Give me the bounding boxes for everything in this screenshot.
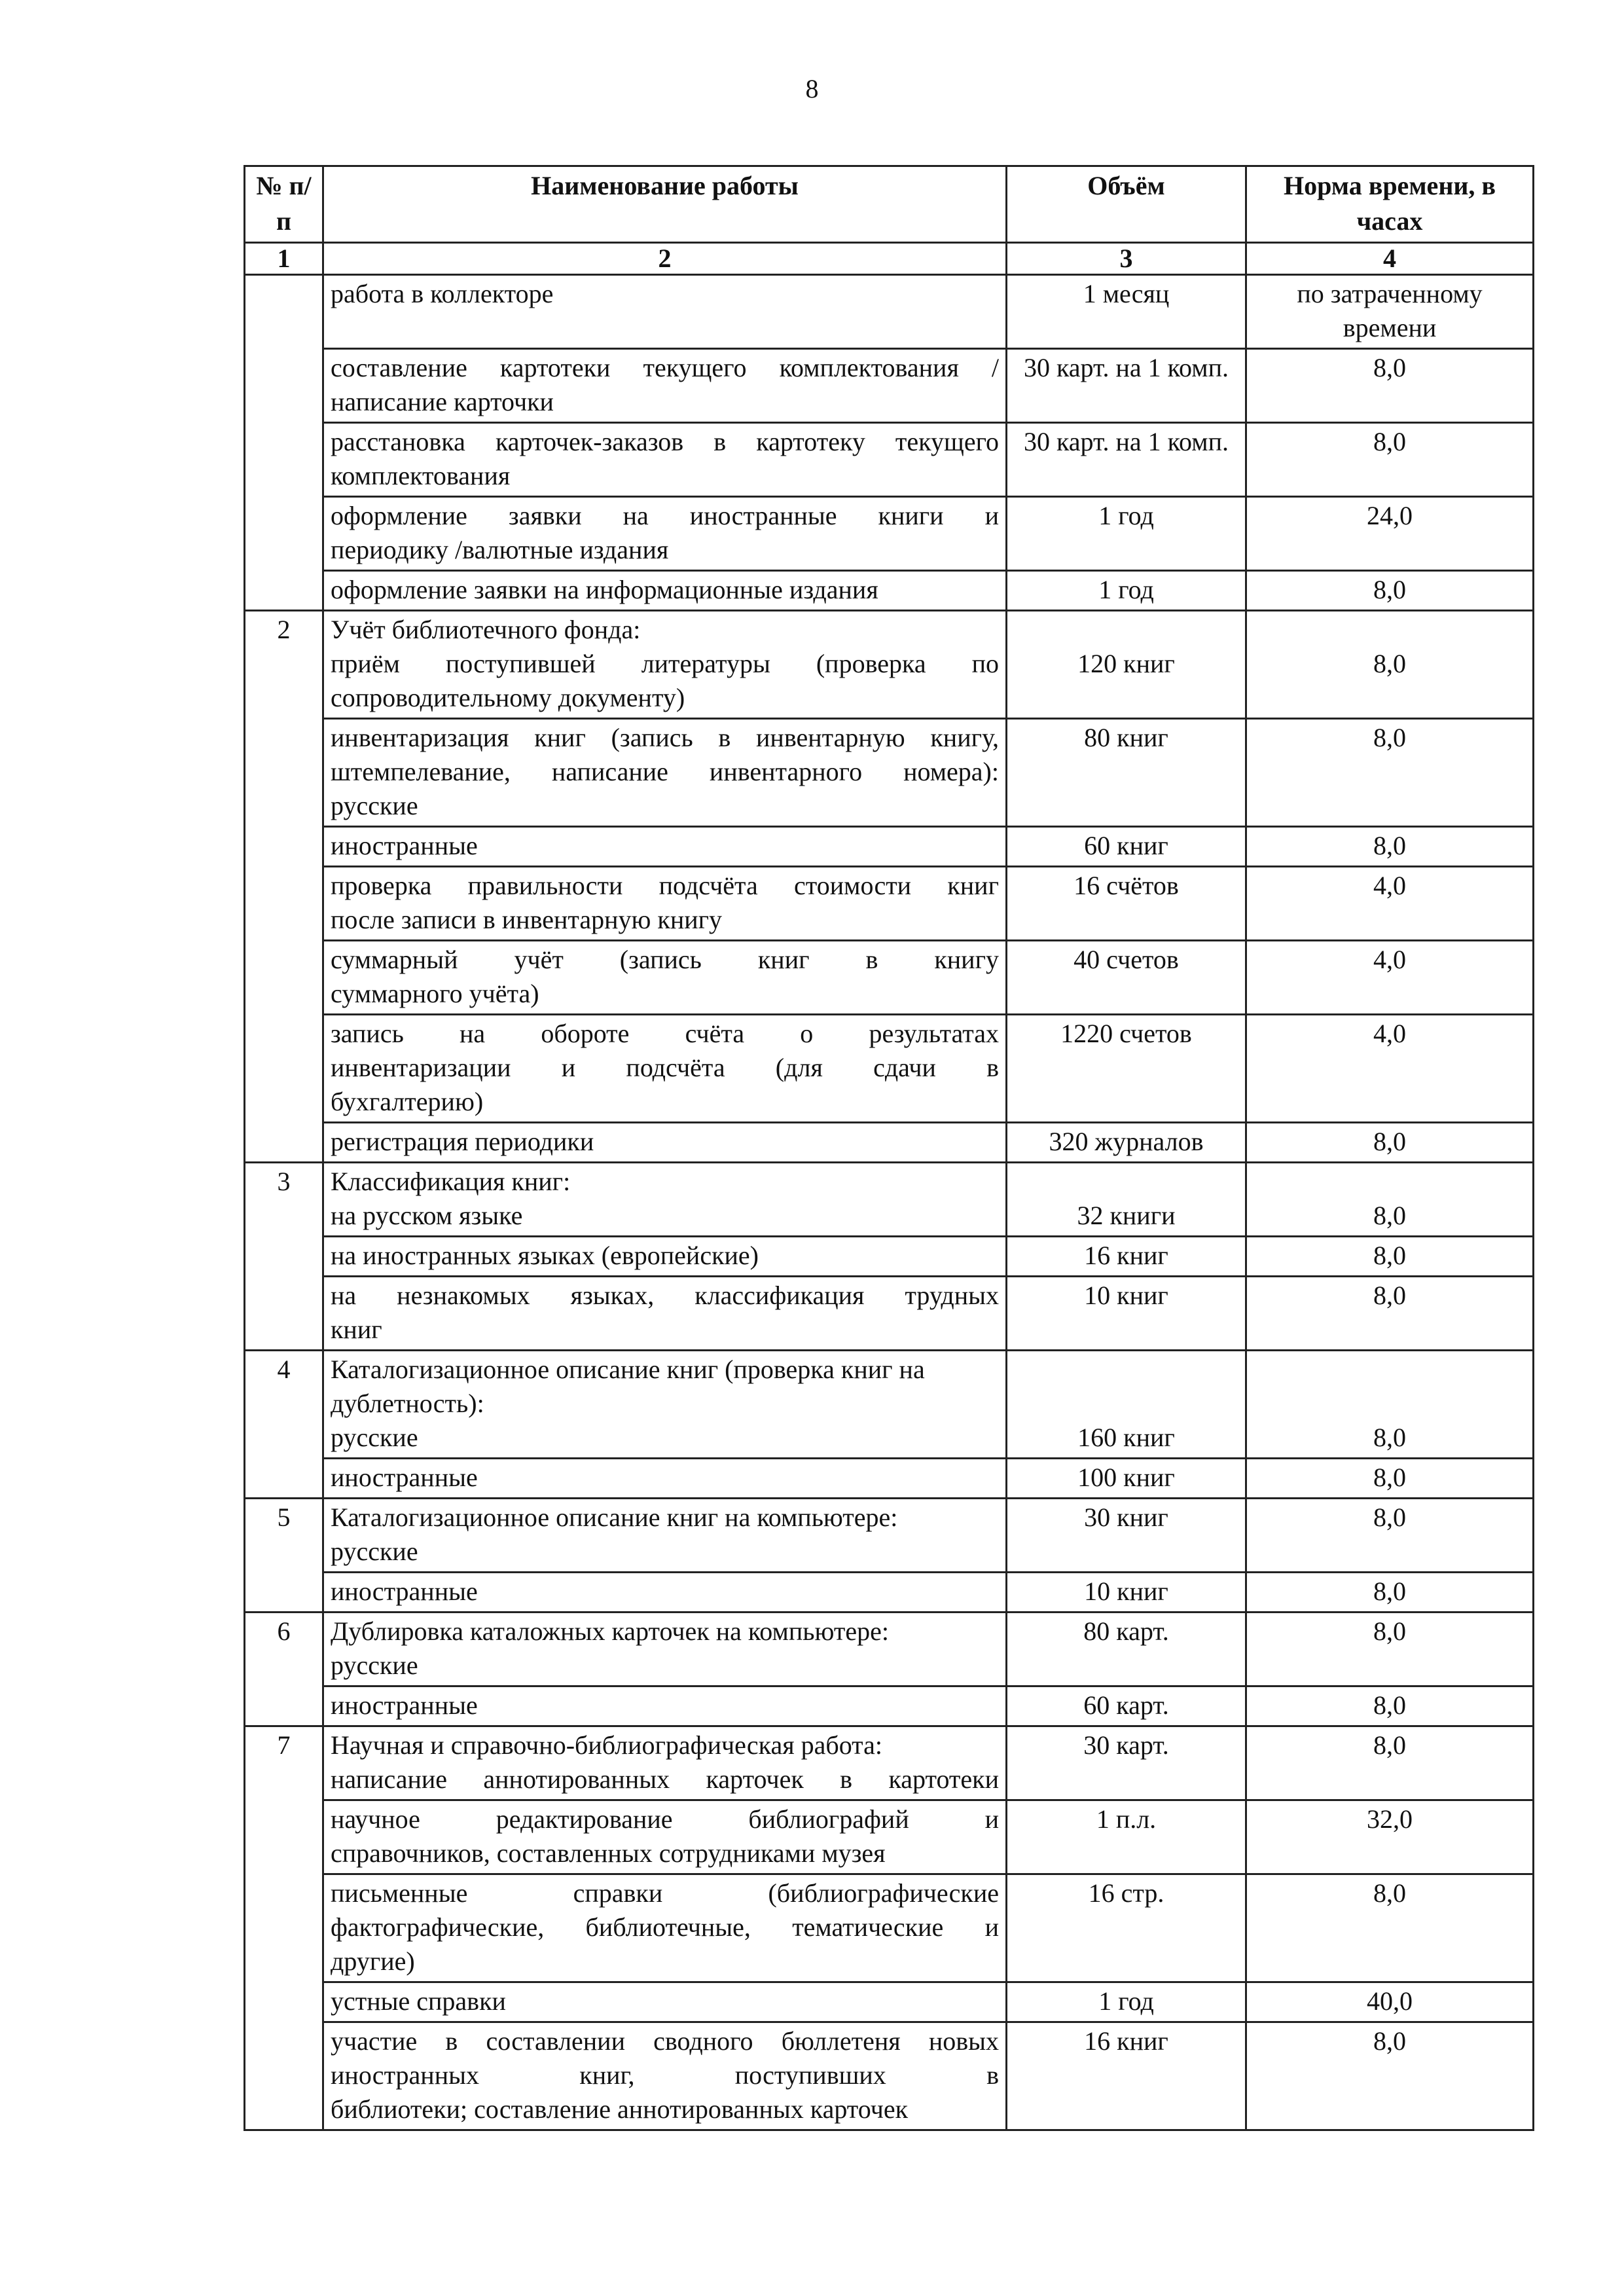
table-row	[245, 571, 1534, 611]
time-norm-cell	[1246, 1573, 1534, 1613]
work-name-text: иностранные	[331, 1690, 478, 1720]
column-number: 3	[1007, 243, 1246, 275]
table-row	[245, 1800, 1534, 1874]
work-name-line: инвентаризации и подсчёта (для сдачи в	[331, 1053, 999, 1082]
volume-cell-text: 100 книг	[1077, 1463, 1175, 1492]
volume-cell	[1007, 1613, 1246, 1686]
volume-cell	[1007, 1015, 1246, 1123]
volume-cell	[1007, 1499, 1246, 1573]
time-norm-cell	[1246, 1499, 1534, 1573]
table-row	[245, 1459, 1534, 1499]
work-name-text: на русском языке	[331, 1201, 523, 1230]
time-norm-cell-text: 8,0	[1373, 723, 1406, 752]
work-name-text: иностранные	[331, 1463, 478, 1492]
time-norm-cell-text: 4,0	[1373, 871, 1406, 900]
table-row	[245, 941, 1534, 1015]
table-row	[245, 1277, 1534, 1351]
work-name-line: фактографические, библиотечные, тематические и	[331, 1912, 999, 1942]
work-name-line: книг	[331, 1315, 382, 1344]
volume-cell-text: 60 книг	[1084, 831, 1168, 860]
work-name-line: иностранных книг, поступивших в	[331, 2060, 999, 2090]
time-norm-cell	[1246, 1982, 1534, 2022]
time-norm-cell	[1246, 1459, 1534, 1499]
table-row	[245, 1123, 1534, 1163]
table-row	[245, 1237, 1534, 1277]
volume-cell	[1007, 2022, 1246, 2130]
table-row	[245, 1686, 1534, 1726]
table-header-row	[245, 166, 1534, 243]
volume-cell-text: 1 месяц	[1083, 279, 1170, 308]
section-heading: Дублировка каталожных карточек на компьютере:	[331, 1616, 889, 1646]
work-name-line: запись на обороте счёта о результатах	[331, 1019, 999, 1048]
time-norm-cell-text: 8,0	[1373, 1576, 1406, 1606]
table-row	[245, 349, 1534, 423]
volume-cell-text: 30 карт.	[1083, 1730, 1169, 1760]
column-numbers-row	[245, 243, 1534, 275]
time-norm-cell-text: 8,0	[1373, 1616, 1406, 1646]
time-norm-cell	[1246, 827, 1534, 867]
work-name-line: русские	[331, 791, 418, 820]
time-norm-cell	[1246, 611, 1534, 719]
work-name-cell	[323, 275, 1007, 349]
work-name-line: другие)	[331, 1946, 415, 1976]
volume-cell	[1007, 571, 1246, 611]
volume-cell-text: 160 книг	[1077, 1423, 1175, 1452]
volume-cell-text: 16 книг	[1084, 1241, 1168, 1270]
work-name-cell	[323, 941, 1007, 1015]
row-number-cell	[245, 275, 323, 611]
work-name-cell	[323, 349, 1007, 423]
volume-cell-text: 320 журналов	[1049, 1127, 1204, 1156]
work-name-text: на иностранных языках (европейские)	[331, 1241, 759, 1270]
volume-cell	[1007, 1237, 1246, 1277]
volume-cell	[1007, 349, 1246, 423]
volume-cell	[1007, 1686, 1246, 1726]
volume-cell-text: 30 карт. на 1 комп.	[1023, 427, 1229, 456]
volume-cell	[1007, 719, 1246, 827]
work-name-line: составление картотеки текущего комплектования /	[331, 353, 999, 382]
header-time-norm: Норма времени, в часах	[1246, 166, 1534, 243]
section-heading: Классификация книг:	[331, 1167, 571, 1196]
table-row	[245, 423, 1534, 497]
work-name-cell	[323, 1499, 1007, 1573]
header-work-name: Наименование работы	[323, 166, 1007, 243]
table-row	[245, 611, 1534, 719]
volume-cell	[1007, 1123, 1246, 1163]
volume-cell	[1007, 1351, 1246, 1459]
volume-cell	[1007, 1726, 1246, 1800]
time-norm-cell	[1246, 497, 1534, 571]
volume-cell	[1007, 423, 1246, 497]
time-norm-cell	[1246, 719, 1534, 827]
work-name-line: периодику /валютные издания	[331, 535, 669, 564]
work-name-line: письменные справки (библиографические	[331, 1878, 999, 1908]
section-heading: Каталогизационное описание книг на компьютере:	[331, 1503, 898, 1532]
work-name-line: научное редактирование библиографий и	[331, 1804, 999, 1834]
column-number: 4	[1246, 243, 1534, 275]
work-name-cell	[323, 497, 1007, 571]
work-name-line: на незнакомых языках, классификация трудных	[331, 1281, 999, 1310]
work-name-text: иностранные	[331, 1576, 478, 1606]
time-norm-cell-text: 4,0	[1373, 945, 1406, 974]
time-norm-cell-text: 8,0	[1373, 1503, 1406, 1532]
time-norm-cell-text: 8,0	[1373, 353, 1406, 382]
work-name-cell	[323, 1459, 1007, 1499]
work-name-cell	[323, 1123, 1007, 1163]
time-norm-cell-text: 32,0	[1367, 1804, 1413, 1834]
table-row	[245, 1015, 1534, 1123]
time-norm-cell-text: 8,0	[1373, 649, 1406, 678]
table-row	[245, 867, 1534, 941]
volume-cell-text: 1 п.л.	[1096, 1804, 1157, 1834]
work-name-cell	[323, 1800, 1007, 1874]
table-row	[245, 1613, 1534, 1686]
work-name-text: работа в коллекторе	[331, 279, 554, 308]
work-name-text: регистрация периодики	[331, 1127, 594, 1156]
volume-cell	[1007, 1800, 1246, 1874]
time-norm-cell	[1246, 1351, 1534, 1459]
table-row	[245, 1573, 1534, 1613]
time-norm-cell	[1246, 1800, 1534, 1874]
work-name-cell	[323, 1277, 1007, 1351]
work-name-line: суммарного учёта)	[331, 979, 539, 1008]
volume-cell	[1007, 827, 1246, 867]
volume-cell	[1007, 611, 1246, 719]
work-name-text: русские	[331, 1423, 418, 1452]
work-name-cell	[323, 1874, 1007, 1982]
work-name-line: справочников, составленных сотрудниками музея	[331, 1838, 886, 1868]
work-name-cell	[323, 1237, 1007, 1277]
volume-cell	[1007, 497, 1246, 571]
volume-cell	[1007, 1982, 1246, 2022]
volume-cell-text: 80 книг	[1084, 723, 1168, 752]
volume-cell-text: 10 книг	[1084, 1281, 1168, 1310]
work-name-cell	[323, 571, 1007, 611]
work-name-line: суммарный учёт (запись книг в книгу	[331, 945, 999, 974]
volume-cell	[1007, 1163, 1246, 1237]
work-name-cell	[323, 719, 1007, 827]
time-norm-cell-text: 24,0	[1367, 501, 1413, 530]
time-norm-cell	[1246, 1277, 1534, 1351]
work-name-line: бухгалтерию)	[331, 1087, 484, 1116]
norms-table	[244, 165, 1534, 2131]
time-norm-cell-text: 4,0	[1373, 1019, 1406, 1048]
volume-cell-text: 1 год	[1098, 575, 1154, 604]
volume-cell-text: 40 счетов	[1074, 945, 1179, 974]
time-norm-cell	[1246, 1123, 1534, 1163]
table-row	[245, 497, 1534, 571]
table-row	[245, 1163, 1534, 1237]
work-name-cell	[323, 1982, 1007, 2022]
work-name-line: штемпелевание, написание инвентарного номера):	[331, 757, 999, 786]
volume-cell	[1007, 867, 1246, 941]
time-norm-cell	[1246, 423, 1534, 497]
volume-cell-text: 30 книг	[1084, 1503, 1168, 1532]
work-name-cell	[323, 1726, 1007, 1800]
row-number-cell: 5	[245, 1499, 323, 1613]
table-row	[245, 275, 1534, 349]
work-name-cell	[323, 1163, 1007, 1237]
table-row	[245, 2022, 1534, 2130]
page-number: 8	[805, 74, 819, 103]
time-norm-cell	[1246, 1613, 1534, 1686]
volume-cell-text: 16 книг	[1084, 2026, 1168, 2056]
volume-cell-text: 120 книг	[1077, 649, 1175, 678]
header-volume: Объём	[1007, 166, 1246, 243]
time-norm-cell	[1246, 1163, 1534, 1237]
time-norm-cell-text: 8,0	[1373, 831, 1406, 860]
table-row	[245, 1982, 1534, 2022]
time-norm-cell	[1246, 867, 1534, 941]
volume-cell	[1007, 1277, 1246, 1351]
volume-cell	[1007, 1459, 1246, 1499]
work-name-line: после записи в инвентарную книгу	[331, 905, 723, 934]
time-norm-cell-text: по затраченному времени	[1297, 279, 1483, 342]
row-number-cell: 4	[245, 1351, 323, 1499]
column-number: 2	[323, 243, 1007, 275]
time-norm-cell-text: 8,0	[1373, 427, 1406, 456]
section-heading: Каталогизационное описание книг (проверка книг на дублетность):	[331, 1355, 925, 1418]
time-norm-cell	[1246, 1686, 1534, 1726]
work-name-text: русские	[331, 1650, 418, 1680]
work-name-cell	[323, 423, 1007, 497]
volume-cell-text: 30 карт. на 1 комп.	[1023, 353, 1229, 382]
row-number-cell: 2	[245, 611, 323, 1163]
work-name-cell	[323, 611, 1007, 719]
column-number: 1	[245, 243, 323, 275]
work-name-cell	[323, 867, 1007, 941]
table-row	[245, 827, 1534, 867]
work-name-line: сопроводительному документу)	[331, 683, 685, 712]
section-heading: Научная и справочно-библиографическая работа:	[331, 1730, 883, 1760]
time-norm-cell-text: 8,0	[1373, 2026, 1406, 2056]
volume-cell	[1007, 1874, 1246, 1982]
row-number-cell: 7	[245, 1726, 323, 2130]
work-name-cell	[323, 1351, 1007, 1459]
time-norm-cell	[1246, 349, 1534, 423]
time-norm-cell	[1246, 1237, 1534, 1277]
time-norm-cell-text: 8,0	[1373, 1878, 1406, 1908]
work-name-line: участие в составлении сводного бюллетеня новых	[331, 2026, 999, 2056]
volume-cell	[1007, 1573, 1246, 1613]
table-row	[245, 719, 1534, 827]
volume-cell-text: 1 год	[1098, 501, 1154, 530]
work-name-cell	[323, 827, 1007, 867]
time-norm-cell	[1246, 571, 1534, 611]
work-name-line: оформление заявки на иностранные книги и	[331, 501, 999, 530]
time-norm-cell-text: 8,0	[1373, 1463, 1406, 1492]
time-norm-cell-text: 8,0	[1373, 1281, 1406, 1310]
table-row	[245, 1351, 1534, 1459]
section-heading: Учёт библиотечного фонда:	[331, 615, 641, 644]
time-norm-cell-text: 8,0	[1373, 1201, 1406, 1230]
time-norm-cell-text: 8,0	[1373, 575, 1406, 604]
work-name-text: оформление заявки на информационные издания	[331, 575, 878, 604]
row-number-cell: 3	[245, 1163, 323, 1351]
time-norm-cell	[1246, 941, 1534, 1015]
volume-cell	[1007, 275, 1246, 349]
time-norm-cell	[1246, 1726, 1534, 1800]
work-name-line: инвентаризация книг (запись в инвентарную книгу,	[331, 723, 999, 752]
work-name-cell	[323, 1573, 1007, 1613]
volume-cell-text: 32 книги	[1077, 1201, 1176, 1230]
table-row	[245, 1499, 1534, 1573]
time-norm-cell	[1246, 1874, 1534, 1982]
header-number: № п/п	[245, 166, 323, 243]
work-name-cell	[323, 1015, 1007, 1123]
volume-cell-text: 16 счётов	[1074, 871, 1179, 900]
time-norm-cell-text: 8,0	[1373, 1690, 1406, 1720]
work-name-text: русские	[331, 1537, 418, 1566]
time-norm-cell-text: 8,0	[1373, 1423, 1406, 1452]
time-norm-cell	[1246, 275, 1534, 349]
volume-cell-text: 10 книг	[1084, 1576, 1168, 1606]
work-name-line: приём поступившей литературы (проверка по	[331, 649, 999, 678]
time-norm-cell-text: 40,0	[1367, 1986, 1413, 2016]
volume-cell-text: 1220 счетов	[1060, 1019, 1192, 1048]
time-norm-cell-text: 8,0	[1373, 1730, 1406, 1760]
volume-cell	[1007, 941, 1246, 1015]
work-name-line: написание аннотированных карточек в картотеки	[331, 1764, 999, 1794]
volume-cell-text: 60 карт.	[1083, 1690, 1169, 1720]
time-norm-cell	[1246, 2022, 1534, 2130]
time-norm-cell	[1246, 1015, 1534, 1123]
work-name-text: иностранные	[331, 831, 478, 860]
time-norm-cell-text: 8,0	[1373, 1127, 1406, 1156]
table-row	[245, 1874, 1534, 1982]
work-name-text: устные справки	[331, 1986, 506, 2016]
work-name-line: написание карточки	[331, 387, 554, 416]
work-name-line: библиотеки; составление аннотированных карточек	[331, 2094, 909, 2124]
table-row	[245, 1726, 1534, 1800]
time-norm-cell-text: 8,0	[1373, 1241, 1406, 1270]
volume-cell-text: 80 карт.	[1083, 1616, 1169, 1646]
work-name-cell	[323, 1613, 1007, 1686]
work-name-line: расстановка карточек-заказов в картотеку текущего комплектования	[331, 427, 999, 490]
work-name-line: проверка правильности подсчёта стоимости книг	[331, 871, 999, 900]
row-number-cell: 6	[245, 1613, 323, 1726]
volume-cell-text: 1 год	[1098, 1986, 1154, 2016]
table-body	[245, 243, 1534, 2130]
work-name-cell	[323, 2022, 1007, 2130]
volume-cell-text: 16 стр.	[1088, 1878, 1164, 1908]
work-name-cell	[323, 1686, 1007, 1726]
